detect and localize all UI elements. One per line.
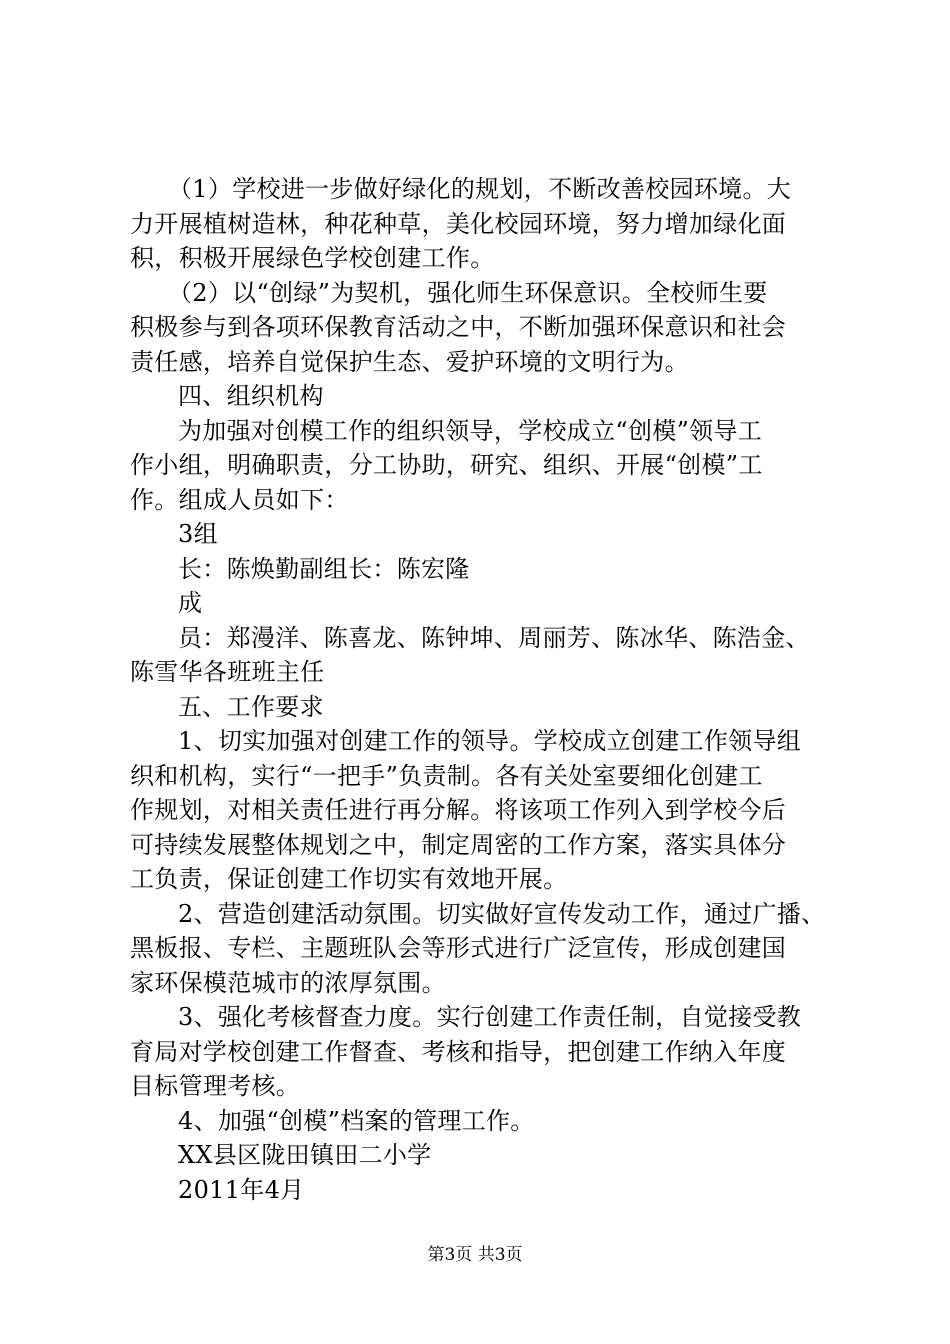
paragraph-line: 作。组成人员如下： [130, 485, 349, 514]
paragraph-line: 3、强化考核督查力度。实行创建工作责任制，自觉接受教 [178, 1003, 802, 1031]
paragraph-line: 黑板报、专栏、主题班队会等形式进行广泛宣传，形成创建国 [130, 934, 787, 962]
section-heading: 四、组织机构 [178, 382, 324, 410]
page-number-footer: 第3页 共3页 [427, 1245, 523, 1265]
paragraph-line: 为加强对创模工作的组织领导，学校成立“创模”领导工 [178, 416, 763, 445]
paragraph-line: 责任感，培养自觉保护生态、爱护环境的文明行为。 [130, 347, 689, 376]
paragraph-line: 3组 [178, 520, 218, 548]
paragraph-line: 4、加强“创模”档案的管理工作。 [178, 1106, 535, 1135]
section-heading: 五、工作要求 [178, 692, 324, 721]
signature-organization: XX县区陇田镇田二小学 [178, 1141, 432, 1169]
paragraph-line: 可持续发展整体规划之中，制定周密的工作方案，落实具体分 [130, 830, 787, 859]
paragraph-line: 家环保模范城市的浓厚氛围。 [130, 968, 446, 997]
paragraph-line: 育局对学校创建工作督查、考核和指导，把创建工作纳入年度 [130, 1037, 787, 1066]
paragraph-line: 作规划，对相关责任进行再分解。将该项工作列入到学校今后 [130, 796, 787, 824]
paragraph-line: 积，积极开展绿色学校创建工作。 [130, 244, 495, 272]
paragraph-line: 目标管理考核。 [130, 1072, 301, 1100]
paragraph-line: 工负责，保证创建工作切实有效地开展。 [130, 865, 568, 893]
paragraph-line: （2）以“创绿”为契机，强化师生环保意识。全校师生要 [168, 278, 768, 307]
paragraph-line: 员：郑漫洋、陈喜龙、陈钟坤、周丽芳、陈冰华、陈浩金、 [178, 623, 810, 652]
paragraph-line: 长：陈焕勤副组长：陈宏隆 [178, 554, 470, 583]
paragraph-line: （1）学校进一步做好绿化的规划，不断改善校园环境。大 [168, 175, 792, 203]
paragraph-line: 陈雪华各班班主任 [130, 658, 325, 686]
paragraph-line: 成 [178, 589, 203, 617]
paragraph-line: 织和机构，实行“一把手”负责制。各有关处室要细化创建工 [130, 761, 763, 790]
signature-date: 2011年4月 [178, 1175, 305, 1204]
paragraph-line: 作小组，明确职责，分工协助，研究、组织、开展“创模”工 [130, 451, 763, 479]
paragraph-line: 1、切实加强对创建工作的领导。学校成立创建工作领导组 [178, 727, 802, 755]
document-body [130, 172, 830, 1207]
paragraph-line: 力开展植树造林，种花种草，美化校园环境，努力增加绿化面 [130, 209, 787, 238]
paragraph-line: 2、营造创建活动氛围。切实做好宣传发动工作，通过广播、 [178, 899, 826, 928]
paragraph-line: 积极参与到各项环保教育活动之中，不断加强环保意识和社会 [130, 313, 787, 341]
